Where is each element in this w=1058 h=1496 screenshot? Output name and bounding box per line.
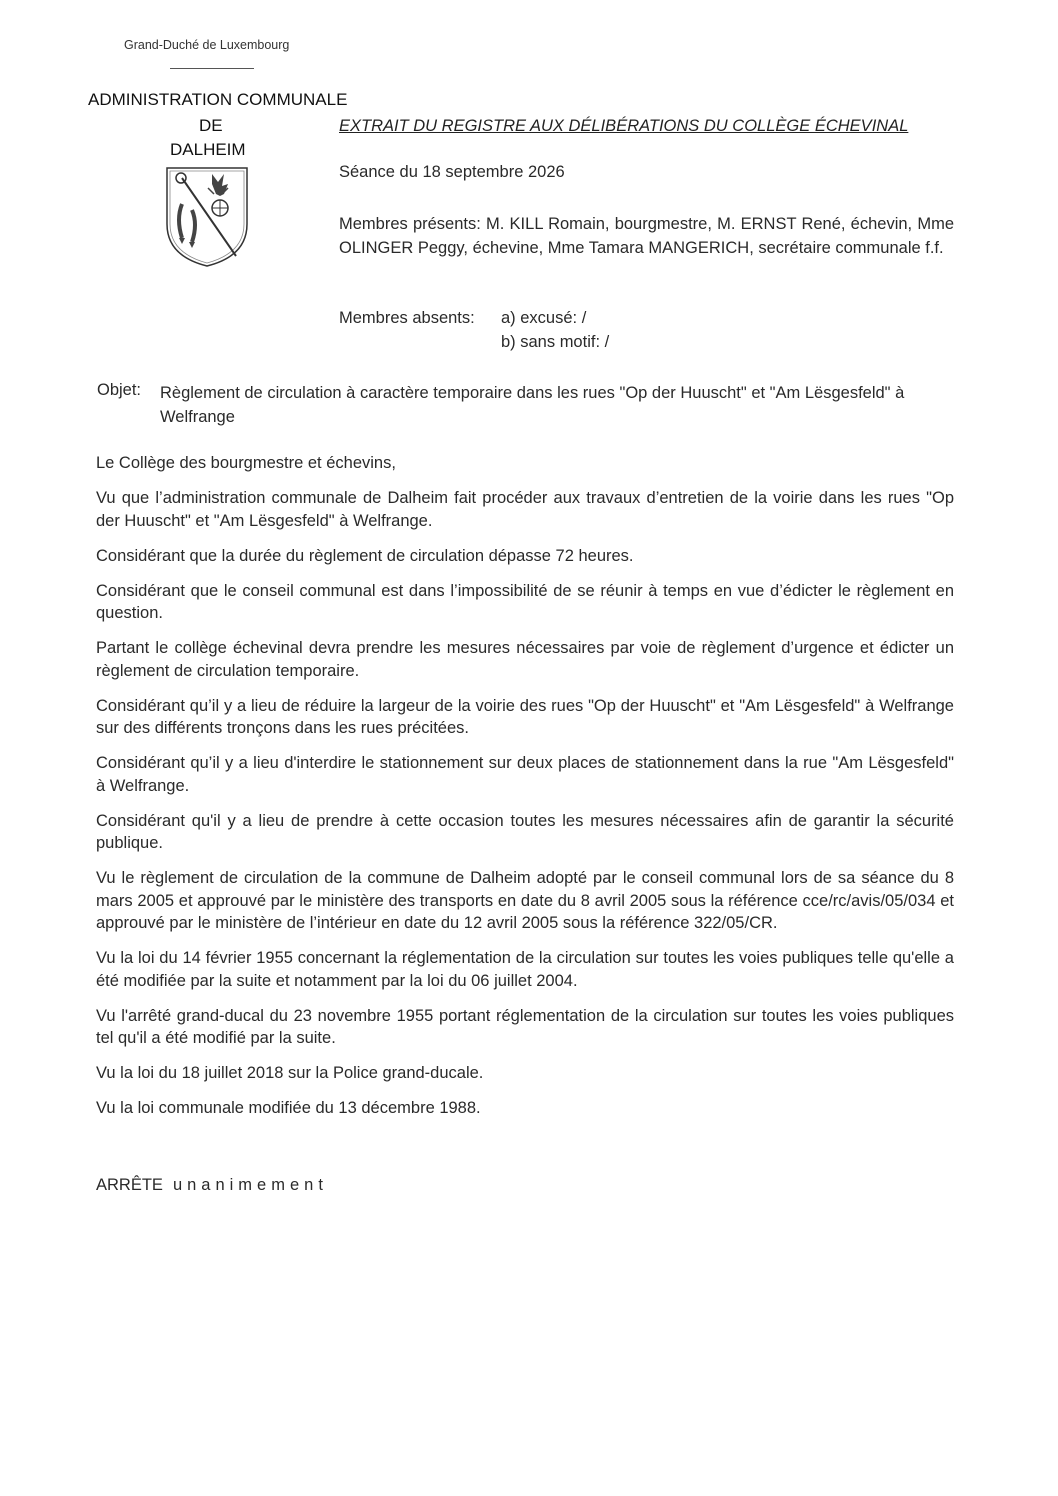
paragraph: Considérant que la durée du règlement de circulation dépasse 72 heures. xyxy=(96,546,634,565)
commune-name: DALHEIM xyxy=(170,140,246,159)
decision-word: ARRÊTE xyxy=(96,1176,163,1194)
paragraph: Vu l'arrêté grand-ducal du 23 novembre 1955 portant réglementation de la circulation sur toutes les voies publiques tel qu'il a été modifié par la suite. xyxy=(96,1006,954,1047)
paragraph: Le Collège des bourgmestre et échevins, xyxy=(96,454,396,472)
administration-title: ADMINISTRATION COMMUNALE xyxy=(88,90,348,109)
paragraph: Considérant qu'il y a lieu de prendre à cette occasion toutes les mesures nécessaires afin de garantir la sécurité publique. xyxy=(96,811,954,852)
members-present: Membres présents: M. KILL Romain, bourgmestre, M. ERNST René, échevin, Mme OLINGER Peggy, échevine, Mme Tamara MANGERICH, secrétaire communale f.f. xyxy=(339,215,954,257)
subject-label: Objet: xyxy=(97,381,142,399)
paragraph: Considérant que le conseil communal est dans l’impossibilité de se réunir à temps en vue d’édicter le règlement en question. xyxy=(96,581,954,622)
paragraph: Vu la loi du 14 février 1955 concernant la réglementation de la circulation sur toutes les voies publiques telle qu'elle a été modifiée par la suite et notamment par la loi du 06 juillet 2004. xyxy=(96,949,954,990)
country-header: Grand-Duché de Luxembourg xyxy=(124,38,290,52)
extract-title: EXTRAIT DU REGISTRE AUX DÉLIBÉRATIONS DU COLLÈGE ÉCHEVINAL xyxy=(339,117,909,135)
decision-line xyxy=(96,1176,328,1195)
deliberation-body xyxy=(96,452,954,1132)
absent-excused: a) excusé: / xyxy=(501,309,587,327)
paragraph: Partant le collège échevinal devra prendre les mesures nécessaires par voie de règlement d’urgence et édicter un règlement de circulation temporaire. xyxy=(96,639,954,680)
paragraph: Vu que l’administration communale de Dalheim fait procéder aux travaux d’entretien de la voirie dans les rues "Op der Huuscht" et "Am Lësgesfeld" à Welfrange. xyxy=(96,489,954,530)
paragraph: Vu le règlement de circulation de la commune de Dalheim adopté par le conseil communal lors de sa séance du 8 mars 2005 et approuvé par le ministère des transports en date du 8 avril 2005 sous la référence cce/rc/avis/05/034 et approuvé par le ministère de l’intérieur en date du 12 avril 2005 sous la référence 322/05/CR. xyxy=(96,869,954,932)
paragraph: Considérant qu’il y a lieu de réduire la largeur de la voirie des rues "Op der Huuscht" et "Am Lësgesfeld" à Welfrange sur des différents tronçons dans les rues précitées. xyxy=(96,696,954,737)
absent-without-reason: b) sans motif: / xyxy=(501,333,610,351)
header-divider xyxy=(170,68,254,69)
paragraph: Considérant qu’il y a lieu d'interdire le stationnement sur deux places de stationnement dans la rue "Am Lësgesfeld" à Welfrange. xyxy=(96,754,954,795)
paragraph: Vu la loi du 18 juillet 2018 sur la Police grand-ducale. xyxy=(96,1064,484,1082)
decision-mode: unanimement xyxy=(172,1176,328,1194)
subject-text: Règlement de circulation à caractère temporaire dans les rues "Op der Huuscht" et "Am Lësgesfeld" à Welfrange xyxy=(160,384,905,426)
coat-of-arms-icon xyxy=(162,164,252,268)
members-absent-label: Membres absents: xyxy=(339,309,475,327)
administration-title-de: DE xyxy=(199,116,223,135)
paragraph: Vu la loi communale modifiée du 13 décembre 1988. xyxy=(96,1099,481,1117)
session-date: Séance du 18 septembre 2026 xyxy=(339,163,565,181)
